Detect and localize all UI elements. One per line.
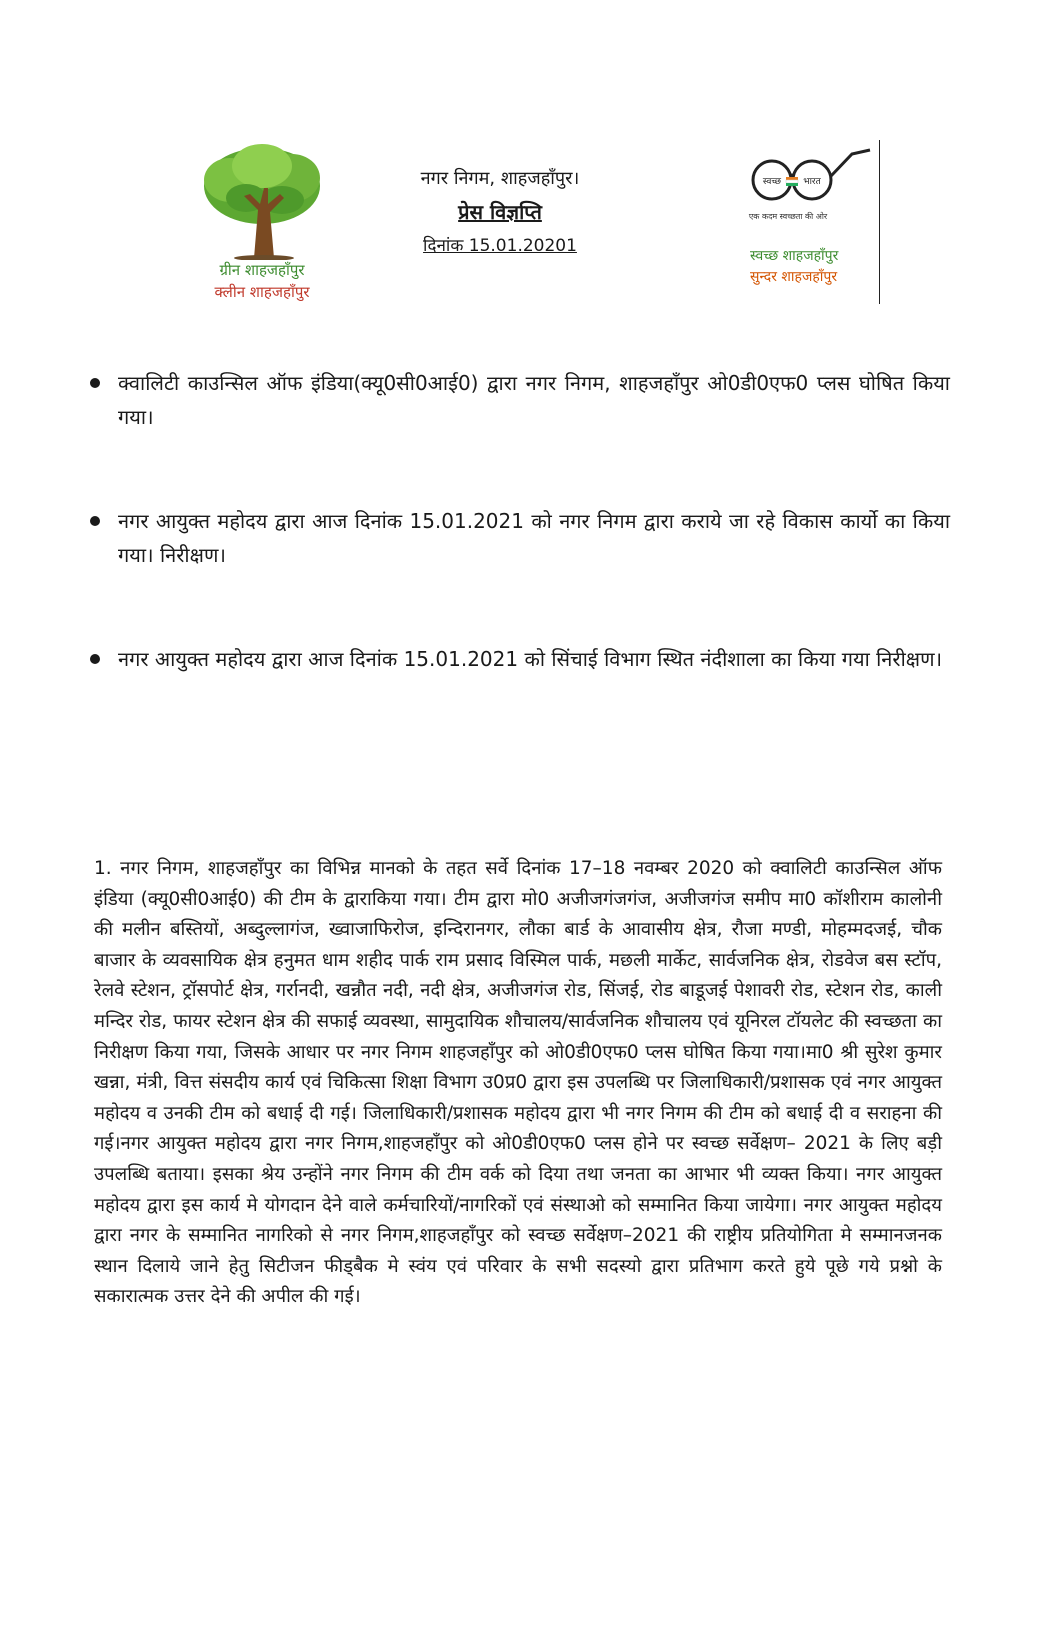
- list-item: [88, 642, 950, 676]
- bullet-text: नगर आयुक्त महोदय द्वारा आज दिनांक 15.01.2021 को नगर निगम द्वारा कराये जा रहे विकास कार्यो का किया गया। निरीक्षण।: [118, 509, 950, 567]
- org-name: नगर निगम, शाहजहाँपुर।: [420, 168, 580, 189]
- swachh-slogan-2: सुन्दर शाहजहाँपुर: [750, 269, 838, 285]
- clean-slogan: क्लीन शाहजहाँपुर: [214, 283, 310, 301]
- page-title: प्रेस विज्ञप्ति: [458, 200, 542, 224]
- release-date: दिनांक 15.01.20201: [423, 236, 577, 256]
- swachh-tagline: एक कदम स्वच्छता की ओर: [748, 212, 828, 221]
- list-item: [88, 504, 950, 572]
- bullet-icon: [90, 378, 100, 388]
- bullet-icon: [90, 516, 100, 526]
- list-item: [88, 366, 950, 434]
- header-divider: [879, 140, 881, 304]
- lens-right-text: भारत: [803, 177, 821, 187]
- bullet-icon: [90, 654, 100, 664]
- tree-icon: [192, 140, 332, 260]
- swachh-slogan-1: स्वच्छ शाहजहाँपुर: [750, 248, 839, 264]
- bullet-list: [88, 366, 950, 746]
- body-paragraph: 1. नगर निगम, शाहजहाँपुर का विभिन्न मानको के तहत सर्वे दिनांक 17–18 नवम्बर 2020 को क्वालिटी काउन्सिल ऑफ इंडिया (क्यू0सी0आई0) की टीम के द्वाराकिया गया। टीम द्वारा मो0 अजीजगंजगंज, अजीजगंज समीप मा0 कॉशीराम कालोनी की मलीन बस्तियों, अब्दुल्लागंज, ख्वाजाफिरोज, इन्दिरानगर, लौका बार्ड के आवासीय क्षेत्र, रौजा मण्डी, मोहम्मदजई, चौक बाजार के व्यवसायिक क्षेत्र हनुमत धाम शहीद पार्क राम प्रसाद विस्मिल पार्क, मछली मार्केट, सार्वजनिक क्षेत्र, रोडवेज बस स्टॉप, रेलवे स्टेशन, ट्रॉसपोर्ट क्षेत्र, गर्रानदी, खन्नौत नदी, नदी क्षेत्र, अजीजगंज रोड, सिंजई, रोड बाडूजई पेशावरी रोड, स्टेशन रोड, काली मन्दिर रोड, फायर स्टेशन क्षेत्र की सफाई व्यवस्था, सामुदायिक शौचालय/सार्वजनिक शौचालय एवं यूनिरल टॉयलेट की स्वच्छता का निरीक्षण किया गया, जिसके आधार पर नगर निगम शाहजहाँपुर को ओ0डी0एफ0 प्लस घोषित किया गया।मा0 श्री सुरेश कुमार खन्ना, मंत्री, वित्त संसदीय कार्य एवं चिकित्सा शिक्षा विभाग उ0प्र0 द्वारा इस उपलब्धि पर जिलाधिकारी/प्रशासक एवं नगर आयुक्त महोदय व उनकी टीम को बधाई दी गई। जिलाधिकारी/प्रशासक महोदय द्वारा भी नगर निगम की टीम को बधाई दी व सराहना की गई।नगर आयुक्त महोदय द्वारा नगर निगम,शाहजहाँपुर को ओ0डी0एफ0 प्लस होने पर स्वच्छ सर्वेक्षण– 2021 के लिए बड़ी उपलब्धि बताया। इसका श्रेय उन्होंने नगर निगम की टीम वर्क को दिया तथा जनता का आभार भी व्यक्त किया। नगर आयुक्त महोदय द्वारा इस कार्य मे योगदान देने वाले कर्मचारियों/नागरिकों एवं संस्थाओ को सम्मानित किया जायेगा। नगर आयुक्त महोदय द्वारा नगर के सम्मानित नागरिको से नगर निगम,शाहजहाँपुर को स्वच्छ सर्वेक्षण–2021 की राष्ट्रीय प्रतियोगिता मे सम्मानजनक स्थान दिलाये जाने हेतु सिटीजन फीड्बैक मे स्वंय एवं परिवार के सभी सदस्यो द्वारा प्रतिभाग करते हुये पूछे गये प्रश्नो के सकारात्मक उत्तर देने की अपील की गई।: [94, 858, 942, 1308]
- bullet-text: नगर आयुक्त महोदय द्वारा आज दिनांक 15.01.2021 को सिंचाई विभाग स्थित नंदीशाला का किया गया निरीक्षण।: [118, 647, 943, 671]
- header-center: [380, 166, 620, 256]
- green-shahjahanpur-logo: [182, 140, 342, 310]
- bullet-text: क्वालिटी काउन्सिल ऑफ इंडिया(क्यू0सी0आई0) द्वारा नगर निगम, शाहजहाँपुर ओ0डी0एफ0 प्लस घोषित किया गया।: [118, 371, 950, 429]
- lens-left-text: स्वच्छ: [762, 177, 782, 187]
- swachh-bharat-logo: [748, 140, 880, 310]
- gandhi-glasses-icon: [748, 140, 878, 210]
- green-slogan: ग्रीन शाहजहाँपुर: [219, 261, 305, 279]
